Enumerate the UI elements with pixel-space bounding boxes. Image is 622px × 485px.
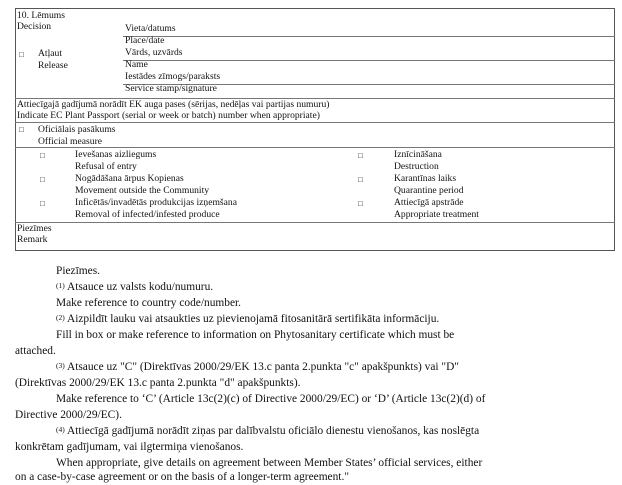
official-measure-en: Official measure	[38, 136, 103, 147]
note-text: Aizpildīt lauku vai atsaukties uz pievienojamā fitosanitārā sertifikāta informāciju.	[66, 313, 440, 325]
divider	[123, 36, 615, 37]
note-text: Atsauce uz valsts kodu/numuru.	[66, 281, 214, 293]
note-4-en-line2: on a case-by-case agreement or on the basis of a longer-term agreement."	[15, 471, 349, 483]
official-measure-lv: Oficiālais pasākums	[38, 124, 116, 135]
measure-label-en: Appropriate treatment	[394, 209, 479, 220]
measure-checkbox[interactable]: □	[358, 199, 363, 208]
note-3-en-line2: Directive 2000/29/EC).	[15, 409, 122, 421]
note-text: Attiecīgā gadījumā norādīt ziņas par dalībvalstu oficiālo dienestu vienošanos, kas noslēgta	[66, 425, 480, 437]
measure-checkbox[interactable]: □	[40, 175, 45, 184]
measure-label-lv: Attiecīgā apstrāde	[394, 197, 464, 208]
note-2-lv	[56, 311, 439, 327]
official-measure-checkbox[interactable]: □	[19, 125, 24, 134]
passport-label-lv: Attiecīgajā gadījumā norādīt EK auga pases (sērijas, nedēļas vai partijas numuru)	[17, 99, 330, 110]
note-2-en-line2: attached.	[15, 345, 56, 357]
measure-checkbox[interactable]: □	[358, 151, 363, 160]
note-3-lv-line2: (Direktīvas 2000/29/EK 13.c panta 2.punkta "d" apakšpunkts).	[15, 377, 301, 389]
note-number: (3)	[56, 361, 65, 370]
measure-label-lv: Iznīcināšana	[394, 149, 442, 160]
release-label-en: Release	[38, 60, 68, 71]
release-label-lv: Atļaut	[38, 48, 62, 59]
place-label-lv: Vieta/datums	[125, 23, 176, 34]
remark-label-en: Remark	[17, 234, 48, 245]
note-4-lv-line1	[56, 423, 479, 439]
remark-label-lv: Piezīmes	[17, 223, 52, 234]
note-1-en: Make reference to country code/number.	[56, 297, 242, 309]
measure-label-lv: Karantīnas laiks	[394, 173, 457, 184]
note-number: (2)	[56, 313, 65, 322]
release-checkbox[interactable]: □	[19, 50, 24, 59]
stamp-label-lv: Iestādes zīmogs/paraksts	[125, 71, 221, 82]
place-label-en: Place/date	[125, 35, 165, 46]
note-1-lv	[56, 279, 213, 295]
divider	[123, 60, 615, 61]
note-number: (4)	[56, 425, 65, 434]
name-label-lv: Vārds, uzvārds	[125, 47, 183, 58]
divider	[15, 222, 615, 223]
measure-label-en: Quarantine period	[394, 185, 464, 196]
notes-heading: Piezīmes.	[56, 265, 100, 277]
note-3-en-line1: Make reference to ‘C’ (Article 13c(2)(c) of Directive 2000/29/EC) or ‘D’ (Article 13c(2)(d) of	[56, 393, 486, 405]
decision-label: Decision	[17, 21, 52, 32]
divider	[15, 147, 615, 148]
note-4-lv-line2: konkrētam gadījumam, vai ilgtermiņa vienošanos.	[15, 441, 244, 453]
measure-label-en: Refusal of entry	[75, 161, 137, 172]
note-4-en-line1: When appropriate, give details on agreement between Member States’ official services, either	[56, 457, 483, 469]
note-2-en-line1: Fill in box or make reference to information on Phytosanitary certificate which must be	[56, 329, 455, 341]
stamp-label-en: Service stamp/signature	[125, 83, 217, 94]
note-3-lv-line1	[56, 359, 459, 375]
name-label-en: Name	[125, 59, 148, 70]
measure-label-en: Movement outside the Community	[75, 185, 210, 196]
measure-checkbox[interactable]: □	[40, 199, 45, 208]
measure-label-lv: Nogādāšana ārpus Kopienas	[75, 173, 184, 184]
divider	[15, 122, 615, 123]
note-number: (1)	[56, 281, 65, 290]
passport-label-en: Indicate EC Plant Passport (serial or week or batch) number when appropriate)	[17, 110, 320, 121]
measure-label-en: Destruction	[394, 161, 439, 172]
measure-checkbox[interactable]: □	[40, 151, 45, 160]
measure-label-lv: Inficētās/invadētās produkcijas izņemšana	[75, 197, 237, 208]
measure-label-en: Removal of infected/infested produce	[75, 209, 220, 220]
section-title: 10. Lēmums	[17, 10, 65, 21]
measure-checkbox[interactable]: □	[358, 175, 363, 184]
note-text: Atsauce uz "C" (Direktīvas 2000/29/EK 13.c panta 2.punkta "c" apakšpunkts) vai "D"	[66, 361, 459, 373]
measure-label-lv: Ievešanas aizliegums	[75, 149, 157, 160]
